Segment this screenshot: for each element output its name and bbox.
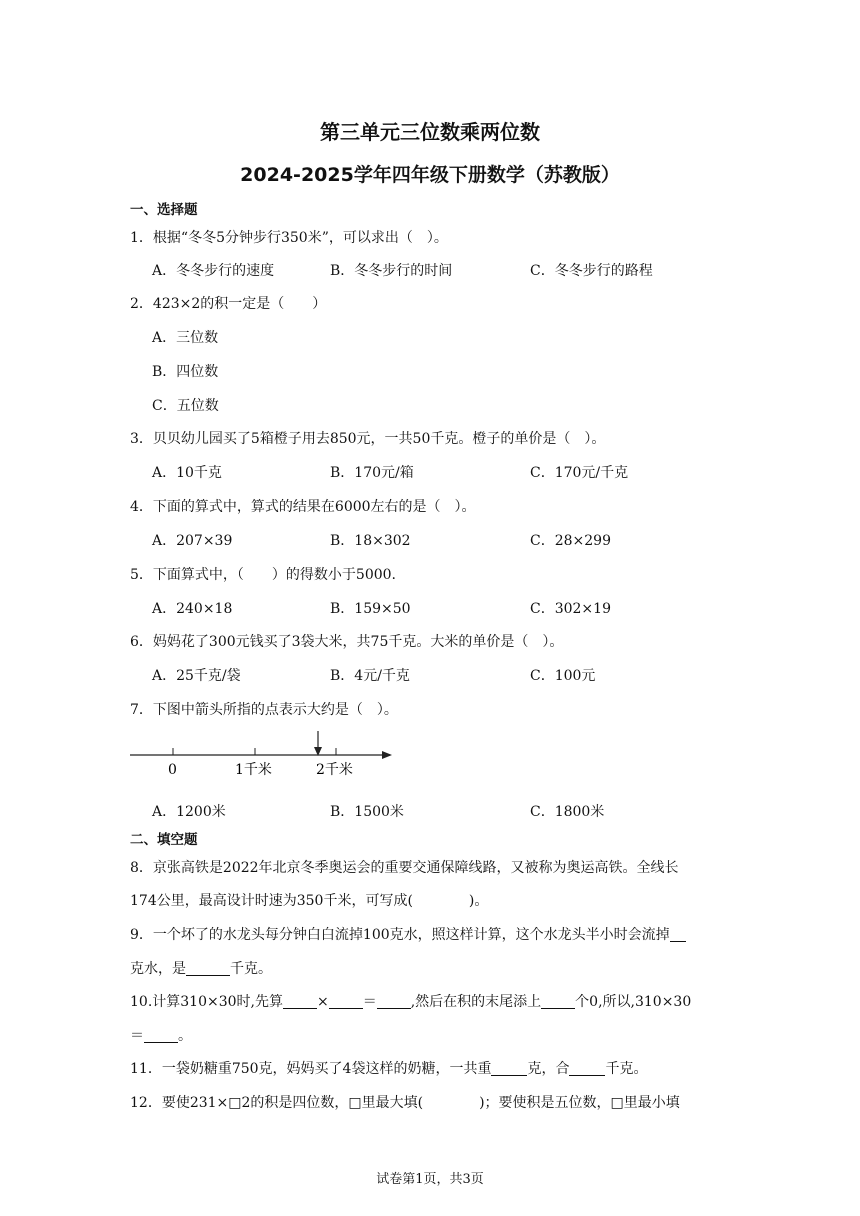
question-9-text-3: 千克。 bbox=[230, 961, 272, 977]
tick-label-1km: 1千米 bbox=[235, 762, 272, 778]
question-5-option-a: A．240×18 bbox=[152, 601, 233, 617]
question-10-line-1 bbox=[130, 991, 691, 1011]
question-6-option-b: B．4元/千克 bbox=[330, 668, 410, 684]
question-7-stem: 7．下图中箭头所指的点表示大约是（ ）。 bbox=[130, 702, 398, 718]
question-5-stem: 5．下面算式中，（ ）的得数小于5000. bbox=[130, 567, 396, 583]
question-10-text-5: 个0,所以,310×30 bbox=[575, 994, 692, 1010]
question-1-option-b: B．冬冬步行的时间 bbox=[330, 263, 453, 279]
tick-label-2km: 2千米 bbox=[316, 762, 353, 778]
question-6-option-c: C．100元 bbox=[530, 668, 596, 684]
question-10-line-2 bbox=[130, 1025, 192, 1045]
section-heading-fill: 二、填空题 bbox=[130, 832, 198, 848]
question-4-option-b: B．18×302 bbox=[330, 533, 411, 549]
question-11-text-1: 11．一袋奶糖重750克，妈妈买了4袋这样的奶糖，一共重 bbox=[130, 1061, 492, 1077]
question-8-line-2: 174公里，最高设计时速为350千米，可写成( )。 bbox=[130, 893, 489, 909]
tick-label-0: 0 bbox=[168, 762, 177, 778]
question-10-text-4: ,然后在积的末尾添上 bbox=[410, 994, 542, 1010]
question-4-option-c: C．28×299 bbox=[530, 533, 611, 549]
question-4-stem: 4．下面的算式中，算式的结果在6000左右的是（ ）。 bbox=[130, 499, 476, 515]
question-3-stem: 3．贝贝幼儿园买了5箱橙子用去850元，一共50千克。橙子的单价是（ ）。 bbox=[130, 431, 606, 447]
question-1-stem: 1．根据“冬冬5分钟步行350米”，可以求出（ ）。 bbox=[130, 230, 448, 246]
question-10-text-6: ＝ bbox=[130, 1028, 144, 1044]
answer-blank[interactable] bbox=[186, 961, 230, 976]
question-2-option-a: A．三位数 bbox=[152, 330, 219, 346]
answer-blank[interactable] bbox=[491, 1061, 527, 1076]
question-11-text-2: 克，合 bbox=[527, 1061, 570, 1077]
answer-blank[interactable] bbox=[329, 994, 363, 1009]
question-4-option-a: A．207×39 bbox=[152, 533, 233, 549]
question-2-option-b: B．四位数 bbox=[152, 364, 219, 380]
question-8-line-1: 8．京张高铁是2022年北京冬季奥运会的重要交通保障线路，又被称为奥运高铁。全线长 bbox=[130, 860, 679, 876]
question-7-option-c: C．1800米 bbox=[530, 804, 605, 820]
question-7-option-b: B．1500米 bbox=[330, 804, 404, 820]
answer-blank[interactable] bbox=[670, 927, 686, 942]
question-1-option-a: A．冬冬步行的速度 bbox=[152, 263, 275, 279]
question-11-line bbox=[130, 1058, 647, 1078]
question-2-option-c: C．五位数 bbox=[152, 398, 219, 414]
answer-blank[interactable] bbox=[541, 994, 575, 1009]
answer-blank[interactable] bbox=[144, 1028, 178, 1043]
question-5-option-b: B．159×50 bbox=[330, 601, 411, 617]
axis-arrowhead-icon bbox=[382, 751, 392, 759]
section-heading-choice: 一、选择题 bbox=[130, 202, 198, 218]
answer-blank[interactable] bbox=[377, 994, 411, 1009]
question-3-option-a: A．10千克 bbox=[152, 465, 222, 481]
question-7-option-a: A．1200米 bbox=[152, 804, 226, 820]
answer-blank[interactable] bbox=[569, 1061, 605, 1076]
number-line-figure bbox=[128, 728, 398, 784]
question-6-option-a: A．25千克/袋 bbox=[152, 668, 241, 684]
page-title: 第三单元三位数乘两位数 bbox=[320, 120, 540, 144]
question-5-option-c: C．302×19 bbox=[530, 601, 611, 617]
page-footer: 试卷第1页，共3页 bbox=[376, 1172, 484, 1187]
question-1-option-c: C．冬冬步行的路程 bbox=[530, 263, 653, 279]
question-6-stem: 6．妈妈花了300元钱买了3袋大米，共75千克。大米的单价是（ ）。 bbox=[130, 634, 564, 650]
question-9-line-2 bbox=[130, 958, 272, 978]
question-10-text-2: × bbox=[316, 994, 329, 1010]
question-10-text-7: 。 bbox=[178, 1028, 192, 1044]
question-9-line-1 bbox=[130, 924, 686, 944]
question-3-option-c: C．170元/千克 bbox=[530, 465, 629, 481]
question-9-text-1: 9．一个坏了的水龙头每分钟白白流掉100克水，照这样计算，这个水龙头半小时会流掉 bbox=[130, 927, 670, 943]
answer-blank[interactable] bbox=[283, 994, 317, 1009]
question-10-text-3: ＝ bbox=[362, 994, 377, 1010]
question-3-option-b: B．170元/箱 bbox=[330, 465, 414, 481]
page-subtitle: 2024-2025学年四年级下册数学（苏教版） bbox=[240, 164, 620, 186]
question-10-text-1: 10.计算310×30时,先算 bbox=[130, 994, 283, 1010]
question-11-text-3: 千克。 bbox=[605, 1061, 648, 1077]
question-2-stem: 2．423×2的积一定是（ ） bbox=[130, 296, 327, 312]
question-9-text-2: 克水，是 bbox=[130, 961, 186, 977]
question-12-line: 12．要使231×□2的积是四位数，□里最大填( )；要使积是五位数，□里最小填 bbox=[130, 1095, 680, 1111]
